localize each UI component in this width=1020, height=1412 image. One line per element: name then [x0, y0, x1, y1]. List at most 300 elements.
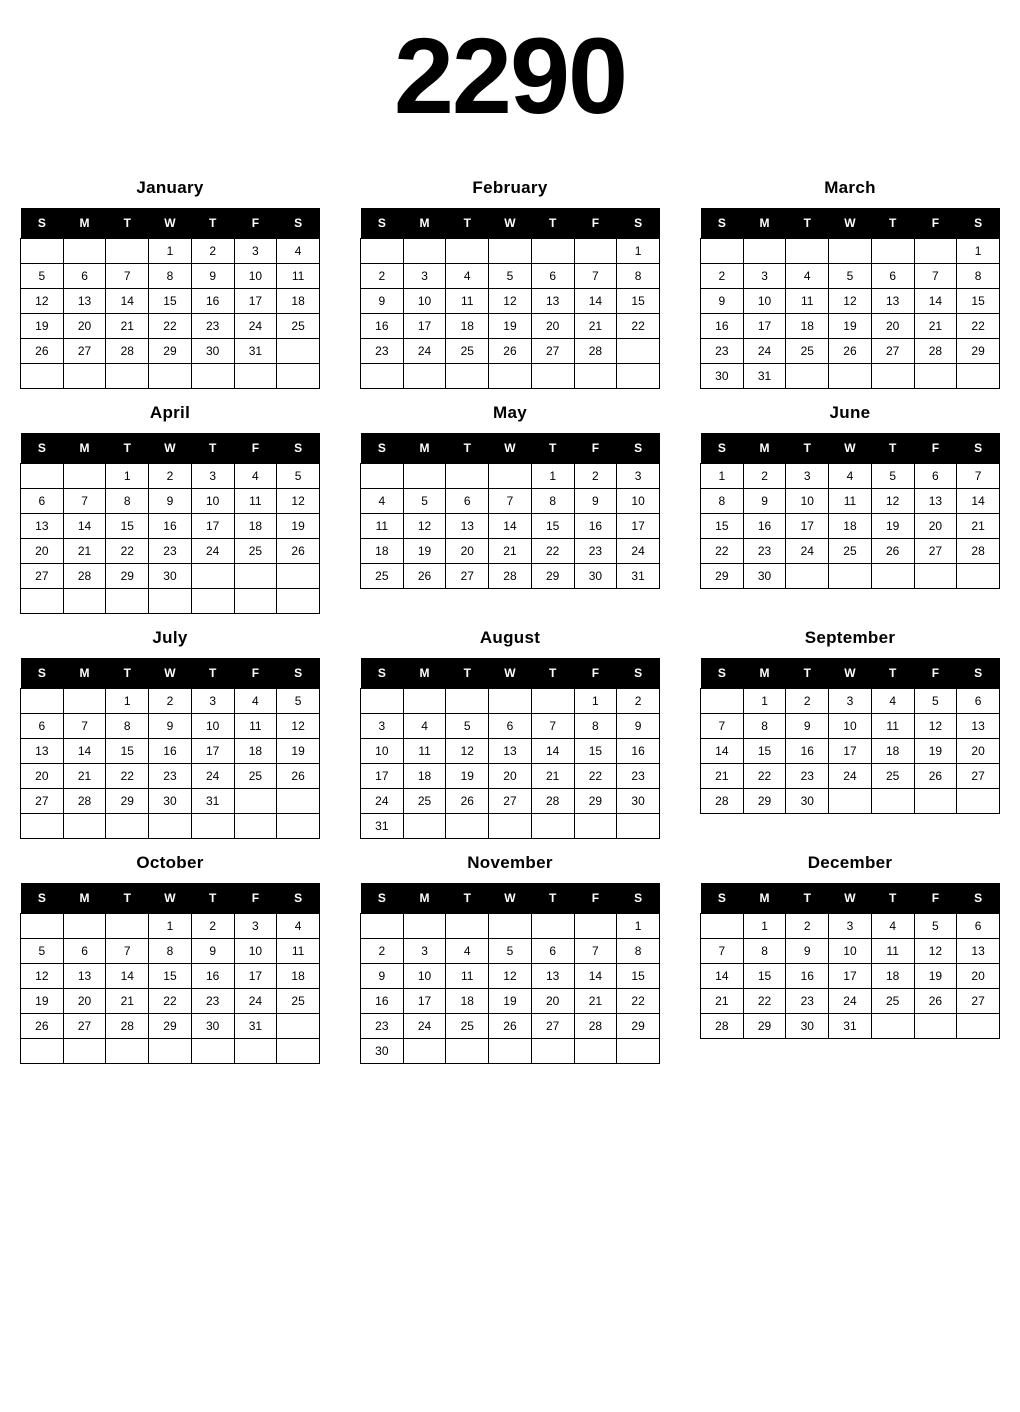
day-cell[interactable]: 21: [914, 314, 957, 339]
day-cell[interactable]: 19: [829, 314, 872, 339]
day-cell[interactable]: 6: [21, 714, 64, 739]
day-cell[interactable]: 1: [701, 464, 744, 489]
day-cell[interactable]: 5: [277, 464, 320, 489]
day-cell[interactable]: 17: [191, 739, 234, 764]
day-cell[interactable]: 16: [701, 314, 744, 339]
day-cell[interactable]: 23: [786, 764, 829, 789]
day-cell[interactable]: 1: [743, 689, 786, 714]
day-cell[interactable]: 2: [361, 939, 404, 964]
day-cell[interactable]: 15: [701, 514, 744, 539]
day-cell[interactable]: 10: [191, 489, 234, 514]
day-cell[interactable]: 22: [149, 989, 192, 1014]
day-cell[interactable]: 28: [63, 564, 106, 589]
day-cell[interactable]: 9: [786, 714, 829, 739]
day-cell[interactable]: 17: [829, 964, 872, 989]
day-cell[interactable]: 13: [531, 964, 574, 989]
day-cell[interactable]: 20: [957, 964, 1000, 989]
day-cell[interactable]: 23: [149, 539, 192, 564]
day-cell[interactable]: 28: [574, 1014, 617, 1039]
day-cell[interactable]: 1: [743, 914, 786, 939]
day-cell[interactable]: 9: [574, 489, 617, 514]
day-cell[interactable]: 28: [531, 789, 574, 814]
day-cell[interactable]: 28: [489, 564, 532, 589]
day-cell[interactable]: 29: [531, 564, 574, 589]
day-cell[interactable]: 29: [957, 339, 1000, 364]
day-cell[interactable]: 27: [489, 789, 532, 814]
day-cell[interactable]: 20: [871, 314, 914, 339]
day-cell[interactable]: 5: [914, 689, 957, 714]
day-cell[interactable]: 15: [574, 739, 617, 764]
day-cell[interactable]: 27: [914, 539, 957, 564]
day-cell[interactable]: 11: [829, 489, 872, 514]
day-cell[interactable]: 10: [403, 964, 446, 989]
day-cell[interactable]: 4: [361, 489, 404, 514]
day-cell[interactable]: 5: [871, 464, 914, 489]
day-cell[interactable]: 13: [914, 489, 957, 514]
day-cell[interactable]: 24: [743, 339, 786, 364]
day-cell[interactable]: 19: [489, 989, 532, 1014]
day-cell[interactable]: 17: [234, 289, 277, 314]
day-cell[interactable]: 26: [21, 339, 64, 364]
day-cell[interactable]: 5: [21, 264, 64, 289]
day-cell[interactable]: 13: [21, 514, 64, 539]
day-cell[interactable]: 22: [743, 764, 786, 789]
day-cell[interactable]: 9: [149, 489, 192, 514]
day-cell[interactable]: 1: [617, 239, 660, 264]
day-cell[interactable]: 21: [574, 989, 617, 1014]
day-cell[interactable]: 26: [489, 339, 532, 364]
day-cell[interactable]: 1: [106, 689, 149, 714]
day-cell[interactable]: 24: [191, 539, 234, 564]
day-cell[interactable]: 27: [63, 339, 106, 364]
day-cell[interactable]: 21: [63, 539, 106, 564]
day-cell[interactable]: 28: [106, 1014, 149, 1039]
day-cell[interactable]: 26: [871, 539, 914, 564]
day-cell[interactable]: 10: [617, 489, 660, 514]
day-cell[interactable]: 23: [191, 314, 234, 339]
day-cell[interactable]: 27: [871, 339, 914, 364]
day-cell[interactable]: 15: [617, 964, 660, 989]
day-cell[interactable]: 10: [361, 739, 404, 764]
day-cell[interactable]: 17: [617, 514, 660, 539]
day-cell[interactable]: 26: [446, 789, 489, 814]
day-cell[interactable]: 5: [403, 489, 446, 514]
day-cell[interactable]: 7: [701, 939, 744, 964]
day-cell[interactable]: 8: [701, 489, 744, 514]
day-cell[interactable]: 2: [574, 464, 617, 489]
day-cell[interactable]: 1: [531, 464, 574, 489]
day-cell[interactable]: 21: [489, 539, 532, 564]
day-cell[interactable]: 16: [361, 989, 404, 1014]
day-cell[interactable]: 31: [829, 1014, 872, 1039]
day-cell[interactable]: 18: [786, 314, 829, 339]
day-cell[interactable]: 3: [361, 714, 404, 739]
day-cell[interactable]: 24: [403, 339, 446, 364]
day-cell[interactable]: 30: [743, 564, 786, 589]
day-cell[interactable]: 18: [277, 289, 320, 314]
day-cell[interactable]: 6: [871, 264, 914, 289]
day-cell[interactable]: 28: [63, 789, 106, 814]
day-cell[interactable]: 18: [361, 539, 404, 564]
day-cell[interactable]: 16: [574, 514, 617, 539]
day-cell[interactable]: 22: [531, 539, 574, 564]
day-cell[interactable]: 15: [743, 964, 786, 989]
day-cell[interactable]: 12: [829, 289, 872, 314]
day-cell[interactable]: 18: [277, 964, 320, 989]
day-cell[interactable]: 13: [871, 289, 914, 314]
day-cell[interactable]: 8: [106, 489, 149, 514]
day-cell[interactable]: 19: [489, 314, 532, 339]
day-cell[interactable]: 13: [957, 714, 1000, 739]
day-cell[interactable]: 25: [277, 314, 320, 339]
day-cell[interactable]: 12: [871, 489, 914, 514]
day-cell[interactable]: 10: [829, 714, 872, 739]
day-cell[interactable]: 9: [701, 289, 744, 314]
day-cell[interactable]: 10: [743, 289, 786, 314]
day-cell[interactable]: 8: [957, 264, 1000, 289]
day-cell[interactable]: 1: [149, 239, 192, 264]
day-cell[interactable]: 12: [914, 939, 957, 964]
day-cell[interactable]: 21: [701, 989, 744, 1014]
day-cell[interactable]: 31: [361, 814, 404, 839]
day-cell[interactable]: 11: [234, 489, 277, 514]
day-cell[interactable]: 24: [234, 989, 277, 1014]
day-cell[interactable]: 22: [149, 314, 192, 339]
day-cell[interactable]: 6: [957, 914, 1000, 939]
day-cell[interactable]: 15: [149, 964, 192, 989]
day-cell[interactable]: 25: [446, 1014, 489, 1039]
day-cell[interactable]: 19: [914, 964, 957, 989]
day-cell[interactable]: 31: [743, 364, 786, 389]
day-cell[interactable]: 6: [21, 489, 64, 514]
day-cell[interactable]: 2: [786, 914, 829, 939]
day-cell[interactable]: 8: [743, 714, 786, 739]
day-cell[interactable]: 27: [63, 1014, 106, 1039]
day-cell[interactable]: 10: [234, 264, 277, 289]
day-cell[interactable]: 2: [701, 264, 744, 289]
day-cell[interactable]: 11: [277, 264, 320, 289]
day-cell[interactable]: 30: [574, 564, 617, 589]
day-cell[interactable]: 14: [531, 739, 574, 764]
day-cell[interactable]: 13: [446, 514, 489, 539]
day-cell[interactable]: 22: [743, 989, 786, 1014]
day-cell[interactable]: 15: [106, 739, 149, 764]
day-cell[interactable]: 9: [617, 714, 660, 739]
day-cell[interactable]: 16: [743, 514, 786, 539]
day-cell[interactable]: 16: [191, 289, 234, 314]
day-cell[interactable]: 8: [617, 264, 660, 289]
day-cell[interactable]: 21: [574, 314, 617, 339]
day-cell[interactable]: 27: [531, 1014, 574, 1039]
day-cell[interactable]: 31: [191, 789, 234, 814]
day-cell[interactable]: 23: [149, 764, 192, 789]
day-cell[interactable]: 25: [361, 564, 404, 589]
day-cell[interactable]: 9: [361, 964, 404, 989]
day-cell[interactable]: 29: [574, 789, 617, 814]
day-cell[interactable]: 4: [277, 914, 320, 939]
day-cell[interactable]: 8: [106, 714, 149, 739]
day-cell[interactable]: 15: [149, 289, 192, 314]
day-cell[interactable]: 23: [701, 339, 744, 364]
day-cell[interactable]: 25: [403, 789, 446, 814]
day-cell[interactable]: 25: [277, 989, 320, 1014]
day-cell[interactable]: 12: [277, 489, 320, 514]
day-cell[interactable]: 27: [957, 989, 1000, 1014]
day-cell[interactable]: 16: [149, 739, 192, 764]
day-cell[interactable]: 16: [149, 514, 192, 539]
day-cell[interactable]: 9: [786, 939, 829, 964]
day-cell[interactable]: 13: [21, 739, 64, 764]
day-cell[interactable]: 6: [914, 464, 957, 489]
day-cell[interactable]: 11: [403, 739, 446, 764]
day-cell[interactable]: 31: [234, 1014, 277, 1039]
day-cell[interactable]: 21: [106, 314, 149, 339]
day-cell[interactable]: 11: [234, 714, 277, 739]
day-cell[interactable]: 31: [617, 564, 660, 589]
day-cell[interactable]: 17: [786, 514, 829, 539]
day-cell[interactable]: 20: [531, 314, 574, 339]
day-cell[interactable]: 12: [21, 964, 64, 989]
day-cell[interactable]: 5: [21, 939, 64, 964]
day-cell[interactable]: 9: [361, 289, 404, 314]
day-cell[interactable]: 10: [829, 939, 872, 964]
day-cell[interactable]: 24: [403, 1014, 446, 1039]
day-cell[interactable]: 12: [21, 289, 64, 314]
day-cell[interactable]: 29: [149, 1014, 192, 1039]
day-cell[interactable]: 22: [617, 989, 660, 1014]
day-cell[interactable]: 16: [786, 739, 829, 764]
day-cell[interactable]: 12: [489, 964, 532, 989]
day-cell[interactable]: 15: [531, 514, 574, 539]
day-cell[interactable]: 4: [871, 914, 914, 939]
day-cell[interactable]: 20: [489, 764, 532, 789]
day-cell[interactable]: 21: [106, 989, 149, 1014]
day-cell[interactable]: 25: [829, 539, 872, 564]
day-cell[interactable]: 28: [914, 339, 957, 364]
day-cell[interactable]: 2: [149, 464, 192, 489]
day-cell[interactable]: 8: [149, 264, 192, 289]
day-cell[interactable]: 12: [446, 739, 489, 764]
day-cell[interactable]: 9: [743, 489, 786, 514]
day-cell[interactable]: 10: [191, 714, 234, 739]
day-cell[interactable]: 22: [617, 314, 660, 339]
day-cell[interactable]: 24: [191, 764, 234, 789]
day-cell[interactable]: 19: [277, 514, 320, 539]
day-cell[interactable]: 20: [63, 314, 106, 339]
day-cell[interactable]: 19: [914, 739, 957, 764]
day-cell[interactable]: 23: [361, 1014, 404, 1039]
day-cell[interactable]: 26: [277, 539, 320, 564]
day-cell[interactable]: 11: [446, 289, 489, 314]
day-cell[interactable]: 14: [957, 489, 1000, 514]
day-cell[interactable]: 18: [234, 739, 277, 764]
day-cell[interactable]: 30: [361, 1039, 404, 1064]
day-cell[interactable]: 27: [957, 764, 1000, 789]
day-cell[interactable]: 21: [63, 764, 106, 789]
day-cell[interactable]: 7: [701, 714, 744, 739]
day-cell[interactable]: 21: [701, 764, 744, 789]
day-cell[interactable]: 30: [786, 1014, 829, 1039]
day-cell[interactable]: 8: [743, 939, 786, 964]
day-cell[interactable]: 14: [914, 289, 957, 314]
day-cell[interactable]: 6: [489, 714, 532, 739]
day-cell[interactable]: 28: [701, 1014, 744, 1039]
day-cell[interactable]: 2: [191, 914, 234, 939]
day-cell[interactable]: 12: [403, 514, 446, 539]
day-cell[interactable]: 20: [957, 739, 1000, 764]
day-cell[interactable]: 14: [701, 964, 744, 989]
day-cell[interactable]: 20: [63, 989, 106, 1014]
day-cell[interactable]: 18: [234, 514, 277, 539]
day-cell[interactable]: 3: [786, 464, 829, 489]
day-cell[interactable]: 14: [106, 289, 149, 314]
day-cell[interactable]: 29: [617, 1014, 660, 1039]
day-cell[interactable]: 18: [829, 514, 872, 539]
day-cell[interactable]: 19: [21, 989, 64, 1014]
day-cell[interactable]: 29: [149, 339, 192, 364]
day-cell[interactable]: 7: [106, 264, 149, 289]
day-cell[interactable]: 1: [149, 914, 192, 939]
day-cell[interactable]: 29: [106, 789, 149, 814]
day-cell[interactable]: 30: [191, 339, 234, 364]
day-cell[interactable]: 25: [871, 989, 914, 1014]
day-cell[interactable]: 2: [617, 689, 660, 714]
day-cell[interactable]: 5: [277, 689, 320, 714]
day-cell[interactable]: 14: [489, 514, 532, 539]
day-cell[interactable]: 16: [361, 314, 404, 339]
day-cell[interactable]: 9: [191, 939, 234, 964]
day-cell[interactable]: 30: [149, 789, 192, 814]
day-cell[interactable]: 16: [786, 964, 829, 989]
day-cell[interactable]: 8: [149, 939, 192, 964]
day-cell[interactable]: 10: [786, 489, 829, 514]
day-cell[interactable]: 3: [234, 914, 277, 939]
day-cell[interactable]: 8: [574, 714, 617, 739]
day-cell[interactable]: 24: [829, 764, 872, 789]
day-cell[interactable]: 7: [574, 264, 617, 289]
day-cell[interactable]: 5: [829, 264, 872, 289]
day-cell[interactable]: 25: [446, 339, 489, 364]
day-cell[interactable]: 15: [957, 289, 1000, 314]
day-cell[interactable]: 13: [63, 289, 106, 314]
day-cell[interactable]: 26: [403, 564, 446, 589]
day-cell[interactable]: 26: [277, 764, 320, 789]
day-cell[interactable]: 21: [957, 514, 1000, 539]
day-cell[interactable]: 23: [191, 989, 234, 1014]
day-cell[interactable]: 19: [446, 764, 489, 789]
day-cell[interactable]: 3: [829, 689, 872, 714]
day-cell[interactable]: 26: [489, 1014, 532, 1039]
day-cell[interactable]: 12: [277, 714, 320, 739]
day-cell[interactable]: 22: [701, 539, 744, 564]
day-cell[interactable]: 11: [871, 714, 914, 739]
day-cell[interactable]: 26: [829, 339, 872, 364]
day-cell[interactable]: 24: [361, 789, 404, 814]
day-cell[interactable]: 14: [574, 289, 617, 314]
day-cell[interactable]: 27: [531, 339, 574, 364]
day-cell[interactable]: 11: [786, 289, 829, 314]
day-cell[interactable]: 5: [489, 939, 532, 964]
day-cell[interactable]: 19: [21, 314, 64, 339]
day-cell[interactable]: 6: [531, 939, 574, 964]
day-cell[interactable]: 4: [234, 689, 277, 714]
day-cell[interactable]: 16: [191, 964, 234, 989]
day-cell[interactable]: 25: [871, 764, 914, 789]
day-cell[interactable]: 21: [531, 764, 574, 789]
day-cell[interactable]: 1: [574, 689, 617, 714]
day-cell[interactable]: 22: [106, 539, 149, 564]
day-cell[interactable]: 6: [63, 939, 106, 964]
day-cell[interactable]: 27: [21, 789, 64, 814]
day-cell[interactable]: 13: [489, 739, 532, 764]
day-cell[interactable]: 1: [617, 914, 660, 939]
day-cell[interactable]: 12: [914, 714, 957, 739]
day-cell[interactable]: 20: [21, 539, 64, 564]
day-cell[interactable]: 3: [403, 264, 446, 289]
day-cell[interactable]: 28: [701, 789, 744, 814]
day-cell[interactable]: 18: [403, 764, 446, 789]
day-cell[interactable]: 29: [701, 564, 744, 589]
day-cell[interactable]: 26: [914, 989, 957, 1014]
day-cell[interactable]: 18: [871, 964, 914, 989]
day-cell[interactable]: 3: [617, 464, 660, 489]
day-cell[interactable]: 4: [786, 264, 829, 289]
day-cell[interactable]: 3: [234, 239, 277, 264]
day-cell[interactable]: 8: [617, 939, 660, 964]
day-cell[interactable]: 3: [743, 264, 786, 289]
day-cell[interactable]: 27: [21, 564, 64, 589]
day-cell[interactable]: 24: [234, 314, 277, 339]
day-cell[interactable]: 19: [277, 739, 320, 764]
day-cell[interactable]: 29: [743, 789, 786, 814]
day-cell[interactable]: 4: [829, 464, 872, 489]
day-cell[interactable]: 7: [63, 714, 106, 739]
day-cell[interactable]: 29: [743, 1014, 786, 1039]
day-cell[interactable]: 9: [191, 264, 234, 289]
day-cell[interactable]: 20: [531, 989, 574, 1014]
day-cell[interactable]: 18: [871, 739, 914, 764]
day-cell[interactable]: 5: [489, 264, 532, 289]
day-cell[interactable]: 26: [21, 1014, 64, 1039]
day-cell[interactable]: 29: [106, 564, 149, 589]
day-cell[interactable]: 7: [63, 489, 106, 514]
day-cell[interactable]: 6: [531, 264, 574, 289]
day-cell[interactable]: 22: [106, 764, 149, 789]
day-cell[interactable]: 25: [234, 539, 277, 564]
day-cell[interactable]: 3: [191, 689, 234, 714]
day-cell[interactable]: 8: [531, 489, 574, 514]
day-cell[interactable]: 13: [63, 964, 106, 989]
day-cell[interactable]: 20: [914, 514, 957, 539]
day-cell[interactable]: 2: [786, 689, 829, 714]
day-cell[interactable]: 4: [403, 714, 446, 739]
day-cell[interactable]: 17: [361, 764, 404, 789]
day-cell[interactable]: 10: [234, 939, 277, 964]
day-cell[interactable]: 23: [786, 989, 829, 1014]
day-cell[interactable]: 11: [446, 964, 489, 989]
day-cell[interactable]: 4: [446, 264, 489, 289]
day-cell[interactable]: 14: [701, 739, 744, 764]
day-cell[interactable]: 2: [191, 239, 234, 264]
day-cell[interactable]: 2: [743, 464, 786, 489]
day-cell[interactable]: 30: [149, 564, 192, 589]
day-cell[interactable]: 18: [446, 314, 489, 339]
day-cell[interactable]: 17: [743, 314, 786, 339]
day-cell[interactable]: 24: [829, 989, 872, 1014]
day-cell[interactable]: 4: [277, 239, 320, 264]
day-cell[interactable]: 11: [871, 939, 914, 964]
day-cell[interactable]: 24: [617, 539, 660, 564]
